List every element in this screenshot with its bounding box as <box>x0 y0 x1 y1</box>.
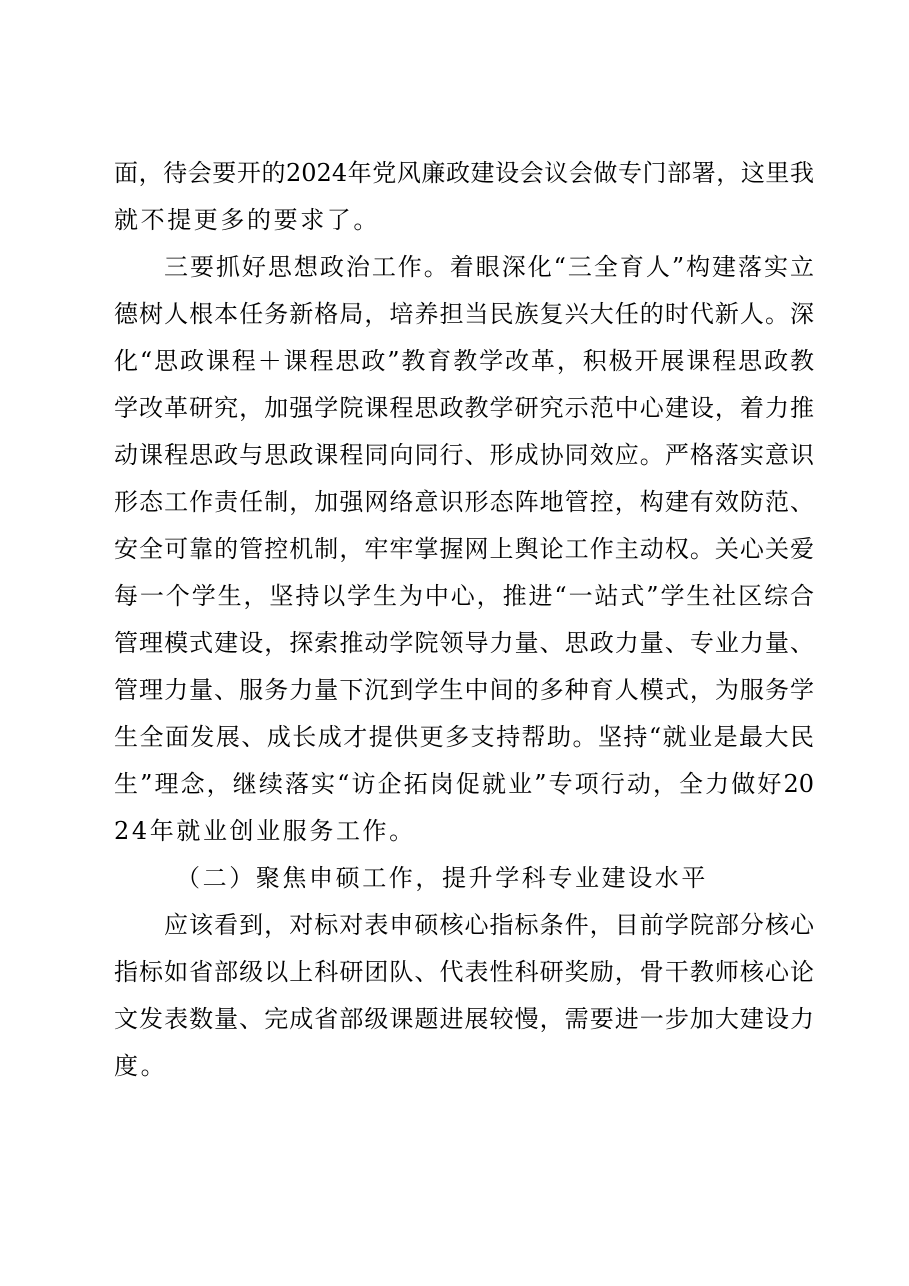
text-line: 每一个学生，坚持以学生为中心，推进“一站式”学生社区综合 <box>114 582 814 610</box>
paragraph-continuation <box>114 150 814 244</box>
text-line: 形态工作责任制，加强网络意识形态阵地管控，构建有效防范、 <box>114 488 814 516</box>
text-line: 就不提更多的要求了。 <box>114 206 380 234</box>
text-line: 指标如省部级以上科研团队、代表性科研奖励，骨干教师核心论 <box>114 958 814 986</box>
paragraph-degree-application <box>114 902 814 1090</box>
text-line: 24年就业创业服务工作。 <box>114 817 416 845</box>
text-line: 度。 <box>114 1052 168 1080</box>
text-line: 文发表数量、完成省部级课题进展较慢，需要进一步加大建设力 <box>114 1005 814 1033</box>
text-line: 面，待会要开的2024年党风廉政建设会议会做专门部署，这里我 <box>114 159 814 187</box>
text-line: 管理模式建设，探索推动学院领导力量、思政力量、专业力量、 <box>114 629 814 657</box>
text-line: 生”理念，继续落实“访企拓岗促就业”专项行动，全力做好20 <box>114 770 814 798</box>
text-line: 动课程思政与思政课程同向同行、形成协同效应。严格落实意识 <box>114 441 814 469</box>
text-line: 三要抓好思想政治工作。着眼深化“三全育人”构建落实立 <box>164 253 814 281</box>
text-line: 应该看到，对标对表申硕核心指标条件，目前学院部分核心 <box>164 911 814 939</box>
paragraph-ideological-work <box>114 244 814 855</box>
text-line: 化“思政课程＋课程思政”教育教学改革，积极开展课程思政教 <box>114 347 814 375</box>
text-line: 德树人根本任务新格局，培养担当民族复兴大任的时代新人。深 <box>114 300 814 328</box>
section-heading <box>114 855 814 902</box>
document-page <box>114 150 814 1090</box>
section-heading-text: （二）聚焦申硕工作，提升学科专业建设水平 <box>176 864 708 892</box>
text-line: 生全面发展、成长成才提供更多支持帮助。坚持“就业是最大民 <box>114 723 814 751</box>
text-line: 安全可靠的管控机制，牢牢掌握网上舆论工作主动权。关心关爱 <box>114 535 814 563</box>
text-line: 学改革研究，加强学院课程思政教学研究示范中心建设，着力推 <box>114 394 814 422</box>
text-line: 管理力量、服务力量下沉到学生中间的多种育人模式，为服务学 <box>114 676 814 704</box>
